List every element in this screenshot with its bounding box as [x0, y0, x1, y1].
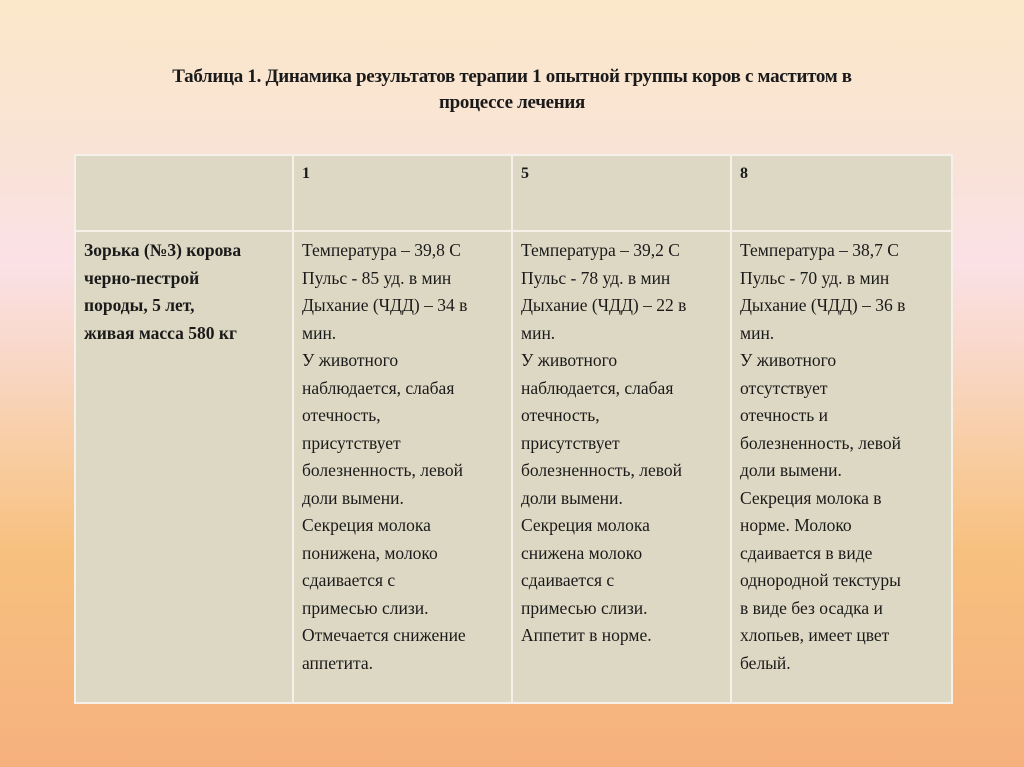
observation-line: доли вымени.: [740, 460, 842, 480]
observation-line: примесью слизи.: [521, 597, 648, 618]
observation-line: Дыхание (ЧДД) – 22 в: [521, 295, 687, 315]
header-cell-empty: [75, 155, 293, 231]
observation-line: болезненность, левой: [521, 460, 683, 480]
observation-line: Аппетит в норме.: [521, 625, 652, 645]
observation-line: сдаивается в виде: [740, 542, 873, 563]
observation-line: аппетита.: [302, 652, 374, 673]
header-cell-day-5: 5: [512, 155, 731, 231]
observation-line: Пульс - 70 уд. в мин: [740, 267, 890, 288]
row-label-line: черно-пестрой: [84, 267, 200, 288]
observation-line: сдаивается с: [521, 570, 615, 590]
observation-line: У животного: [521, 350, 618, 370]
day-1-cell: [293, 231, 512, 703]
observation-line: Отмечается снижение: [302, 625, 466, 645]
observation-line: сдаивается с: [302, 570, 396, 590]
observation-line: доли вымени.: [302, 487, 404, 508]
day-8-cell: [731, 231, 952, 703]
row-label-cell: [75, 231, 293, 703]
header-cell-day-1: 1: [293, 155, 512, 231]
observation-line: однородной текстуры: [740, 570, 901, 590]
observation-line: У животного: [740, 350, 837, 370]
title-line-1: Таблица 1. Динамика результатов терапии 1 опытной группы коров с маститом в: [172, 66, 852, 87]
observation-line: У животного: [302, 350, 399, 370]
observation-line: Секреция молока: [302, 515, 431, 535]
table-header-row: [75, 155, 952, 231]
observation-line: доли вымени.: [521, 487, 623, 508]
observation-line: Температура – 38,7 С: [740, 240, 899, 260]
observation-line: отечность,: [302, 405, 381, 425]
observation-line: примесью слизи.: [302, 597, 429, 618]
observation-line: присутствует: [521, 432, 620, 453]
table-row: [75, 231, 952, 703]
table-title: [60, 64, 964, 116]
observation-line: Температура – 39,2 С: [521, 240, 680, 260]
observation-line: Температура – 39,8 С: [302, 240, 461, 260]
observation-line: мин.: [521, 322, 556, 343]
observation-line: в виде без осадка и: [740, 597, 883, 618]
observation-line: мин.: [740, 322, 775, 343]
observation-line: отечность и: [740, 405, 828, 425]
observation-line: Пульс - 78 уд. в мин: [521, 267, 671, 288]
day-5-cell: [512, 231, 731, 703]
observation-line: белый.: [740, 652, 791, 673]
observation-line: Секреция молока в: [740, 487, 882, 508]
title-line-2: процессе лечения: [438, 92, 586, 113]
observation-line: Секреция молока: [521, 515, 650, 535]
observation-line: отечность,: [521, 405, 600, 425]
observation-line: наблюдается, слабая: [302, 377, 455, 398]
observation-line: Дыхание (ЧДД) – 34 в: [302, 295, 468, 315]
therapy-results-table: [74, 154, 953, 704]
row-label-line: живая масса 580 кг: [84, 322, 237, 343]
header-cell-day-8: 8: [731, 155, 952, 231]
observation-line: болезненность, левой: [302, 460, 464, 480]
observation-line: понижена, молоко: [302, 542, 438, 563]
observation-line: наблюдается, слабая: [521, 377, 674, 398]
observation-line: снижена молоко: [521, 542, 643, 563]
observation-line: Пульс - 85 уд. в мин: [302, 267, 452, 288]
observation-line: хлопьев, имеет цвет: [740, 625, 890, 645]
row-label-line: Зорька (№3) корова: [84, 240, 242, 260]
observation-line: Дыхание (ЧДД) – 36 в: [740, 295, 906, 315]
observation-line: мин.: [302, 322, 337, 343]
observation-line: болезненность, левой: [740, 432, 902, 453]
observation-line: присутствует: [302, 432, 401, 453]
row-label-line: породы, 5 лет,: [84, 295, 195, 315]
observation-line: норме. Молоко: [740, 515, 852, 535]
observation-line: отсутствует: [740, 377, 828, 398]
